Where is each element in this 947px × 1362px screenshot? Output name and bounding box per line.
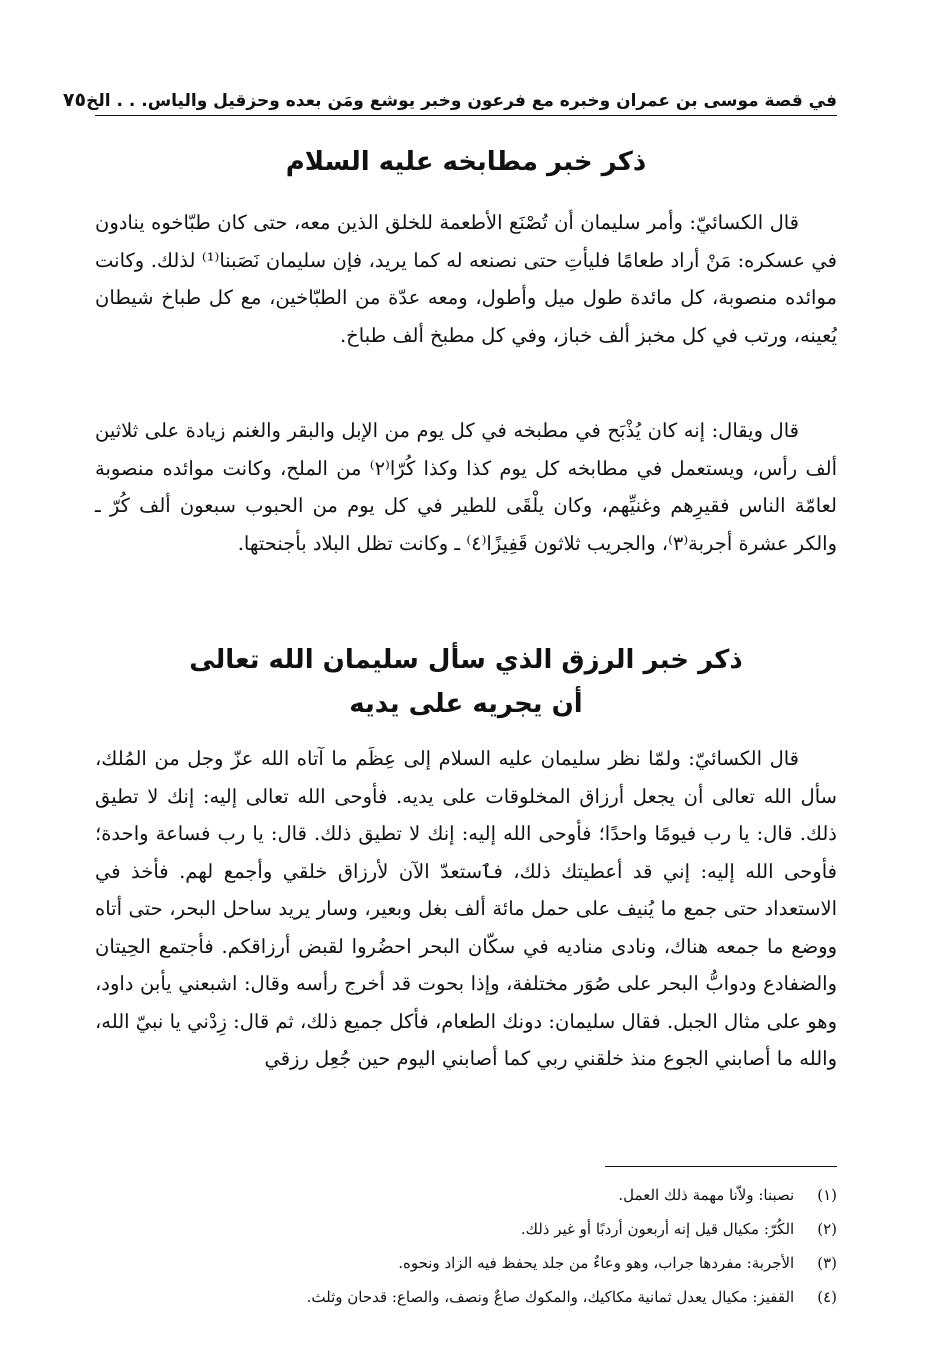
footnote-number: (٣) bbox=[817, 1254, 837, 1272]
section-heading-line: ذكر خبر الرزق الذي سأل سليمان الله تعالى bbox=[189, 645, 743, 675]
footnote-text: الأجربة: مفردها جراب، وهو وعاءٌ من جلد يحفظ فيه الزاد ونحوه. bbox=[398, 1254, 795, 1272]
footnote-number: (٢) bbox=[817, 1220, 837, 1238]
page-number: ٧٥ bbox=[62, 89, 87, 111]
paragraph: قال الكسائيّ: ولمّا نظر سليمان عليه السلام إلى عِظَم ما آتاه الله عزّ وجل من المُلك، سأل الله تعالى أن يجعل أرزاق المخلوقات على يديه. فأوحى الله تعالى إليه: إنك لا تطيق ذلك. قال: يا رب فيومًا واحدًا؛ فأوحى الله إليه: إنك لا تطيق ذلك. قال: يا رب فساعة واحدة؛ فأوحى الله إليه: إني قد أعطيتك ذلك، فٱستعدّ الآن لأرزاق خلقي وأجمع لهم. فأخذ في الاستعداد حتى جمع ما يُنيف على حمل مائة ألف بغل وبعير، وسار يريد ساحل البحر، حتى أتاه ووضع ما جمعه هناك، ونادى مناديه في سكّان البحر احضُروا لقبض أرزاقكم. فأجتمع الحِيتان والضفادع ودوابُّ البحر على صُوَر مختلفة، وإذا بحوت قد أخرج رأسه وقال: اشبعني يأبن داود، وهو على مثال الجبل. فقال سليمان: دونك الطعام، فأكل جميع ذلك، ثم قال: زِدْني يا نبيّ الله، والله ما أصابني الجوع منذ خلقني ربي كما أصابني اليوم حين جُعِل رزقي bbox=[95, 747, 837, 1070]
footnote-text: الكُرّ: مكيال قيل إنه أربعون أردبًا أو غير ذلك. bbox=[520, 1220, 795, 1238]
footnote bbox=[95, 1246, 837, 1280]
paragraph: قال ويقال: إنه كان يُذْبَح في مطبخه في كل يوم من الإبل والبقر والغنم زيادة على ثلاثين ألف رأس، ويستعمل في مطابخه كل يوم كذا وكذا كُرّا⁽٢⁾ من الملح، وكانت موائده منصوبة لعامّة الناس فقيرِهم وغنيِّهم، وكان يلْقَى للطير في كل يوم من الحبوب سبعون ألف كُرّ ـ والكر عشرة أجربة⁽٣⁾، والجريب ثلاثون قَفِيزًا⁽٤⁾ ـ وكانت تظل البلاد بأجنحتها. bbox=[95, 419, 837, 555]
footnote-number: (١) bbox=[817, 1186, 837, 1204]
footnote-number: (٤) bbox=[817, 1288, 837, 1306]
footnote bbox=[95, 1212, 837, 1246]
footnote-divider bbox=[605, 1166, 837, 1167]
running-header bbox=[62, 82, 837, 116]
footnote-text: القفيز: مكيال يعدل ثمانية مكاكيك، والمكوك صاعٌ ونصف، والصاع: قدحان وثلث. bbox=[306, 1288, 795, 1306]
section-heading-line: أن يجريه على يديه bbox=[349, 689, 583, 719]
paragraph: قال الكسائيّ: وأمر سليمان أن تُصْنَع الأطعمة للخلق الذين معه، حتى كان طبّاخوه ينادون في عسكره: مَنْ أراد طعامًا فليأتِ حتى نصنعه له كما يريد، فإن سليمان نَصَبنا⁽¹⁾ لذلك. وكانت موائده منصوبة، كل مائدة طول ميل وأطول، ومعه عدّة من الطبّاخين، مع كل طباخ شيطان يُعينه، ورتب في كل مخبز ألف خباز، وفي كل مطبخ ألف طباخ. bbox=[95, 211, 838, 347]
footnote bbox=[95, 1178, 837, 1212]
running-title: في قصة موسى بن عمران وخبره مع فرعون وخبر يوشع ومَن بعده وحزقيل والياس. . . الخ bbox=[86, 91, 837, 111]
footnote bbox=[95, 1280, 837, 1314]
footnotes-list bbox=[95, 1178, 837, 1314]
section-heading-kitchens: ذكر خبر مطابخه عليه السلام bbox=[285, 147, 647, 177]
book-page bbox=[62, 0, 838, 1362]
footnote-text: نصبنا: ولاّنا مهمة ذلك العمل. bbox=[618, 1186, 795, 1204]
section-heading-provision bbox=[95, 638, 837, 726]
